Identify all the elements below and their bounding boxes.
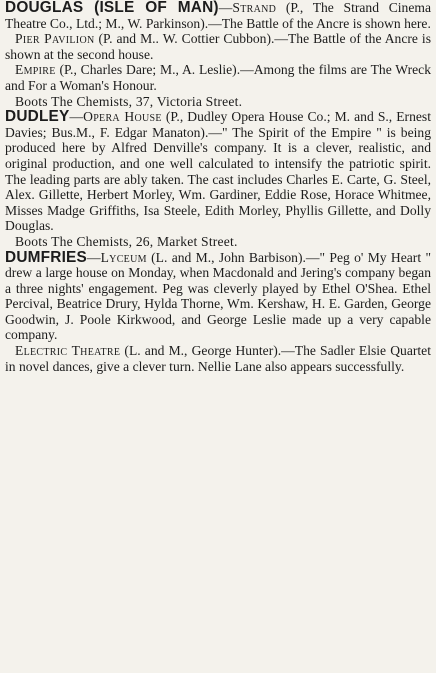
- section-dudley: [5, 109, 431, 249]
- venue-pier-pavilion: Pier Pavilion: [15, 31, 95, 47]
- dudley-opera-house-entry: DUDLEY—Opera House (P., Dudley Opera House Co.; M. and S., Ernest Davies; Bus.M., F. Edgar Manaton).—" The Spirit of the Empire " is being produced here by Alfred Denville's company. It is a clever, realistic, and original production, and one well calculated to intensify the patriotic spirit. The leading parts are ably taken. The cast includes Charles E. Carte, G. Steel, Alex. Gillette, Herbert Morley, Wm. Gardiner, Eddie Rose, Horace Whitmee, Misses Madge Griffiths, Isa Steele, Edith Morley, Phyllis Gillette, and Dolly Douglas.: [5, 108, 431, 234]
- empire-text: (P., Charles Dare; M., A. Leslie).—Among the films are The Wreck and For a Woman's Honour.: [5, 62, 431, 93]
- venue-strand: Strand: [232, 0, 277, 15]
- douglas-empire-entry: [5, 62, 431, 93]
- douglas-pier-pavilion-entry: [5, 31, 431, 62]
- dumfries-lyceum-entry: DUMFRIES—Lyceum (L. and M., John Barbison).—" Peg o' My Heart " drew a large house on Monday, when Macdonald and Jering's company began a three nights' engagement. Peg was cleverly played by Ethel O'Shea. Ethel Percival, Beatrice Drury, Hylda Thorne, Wm. Kershaw, H. E. Garden, George Goodwin, J. Poole Kirkwood, and George Leslie made up a very capable company.: [5, 248, 431, 343]
- town-heading-dudley: DUDLEY: [5, 108, 70, 126]
- section-douglas: [5, 0, 431, 109]
- venue-electric-theatre: Electric Theatre: [15, 343, 121, 359]
- venue-empire: Empire: [15, 62, 56, 78]
- opera-house-text: (P., Dudley Opera House Co.; M. and S., Ernest Davies; Bus.M., F. Edgar Manaton).—" The Spirit of the Empire " is being produced here by Alfred Denville's company. It is a clever, realistic, and original production, and one well calculated to intensify the patriotic spirit. The leading parts are ably taken. The cast includes Charles E. Carte, G. Steel, Alex. Gillette, Herbert Morley, Wm. Gardiner, Eddie Rose, Horace Whitmee, Misses Madge Griffiths, Isa Steele, Edith Morley, Phyllis Gillette, and Dolly Douglas.: [5, 109, 431, 234]
- venue-opera-house: Opera House: [83, 109, 162, 125]
- pier-pavilion-text: (P. and M.. W. Cottier Cubbon).—The Battle of the Ancre is shown at the second house.: [5, 31, 431, 62]
- dumfries-electric-theatre-entry: [5, 343, 431, 374]
- electric-theatre-text: (L. and M., George Hunter).—The Sadler Elsie Quartet in novel dances, give a clever turn. Nellie Lane also appears successfully.: [5, 343, 431, 374]
- boots-douglas: Boots The Chemists, 37, Victoria Street.: [15, 93, 243, 109]
- strand-text: (P., The Strand Cinema Theatre Co., Ltd.; M., W. Parkinson).—The Battle of the Ancre is shown here.: [5, 0, 431, 31]
- boots-dudley: Boots The Chemists, 26, Market Street.: [15, 233, 238, 249]
- town-heading-dumfries: DUMFRIES: [5, 248, 87, 266]
- lyceum-text: (L. and M., John Barbison).—" Peg o' My Heart " drew a large house on Monday, when Macdonald and Jering's company began a three nights' engagement. Peg was cleverly played by Ethel O'Shea. Ethel Percival, Beatrice Drury, Hylda Thorne, Wm. Kershaw, H. E. Garden, George Goodwin, J. Poole Kirkwood, and George Leslie made up a very capable company.: [5, 249, 431, 343]
- venue-lyceum: Lyceum: [100, 249, 147, 265]
- douglas-strand-entry: DOUGLAS (ISLE OF MAN)—Strand (P., The Strand Cinema Theatre Co., Ltd.; M., W. Parkinson).—The Battle of the Ancre is shown here.: [5, 0, 431, 31]
- section-dumfries: [5, 250, 431, 375]
- town-heading-douglas: DOUGLAS (ISLE OF MAN): [5, 0, 219, 16]
